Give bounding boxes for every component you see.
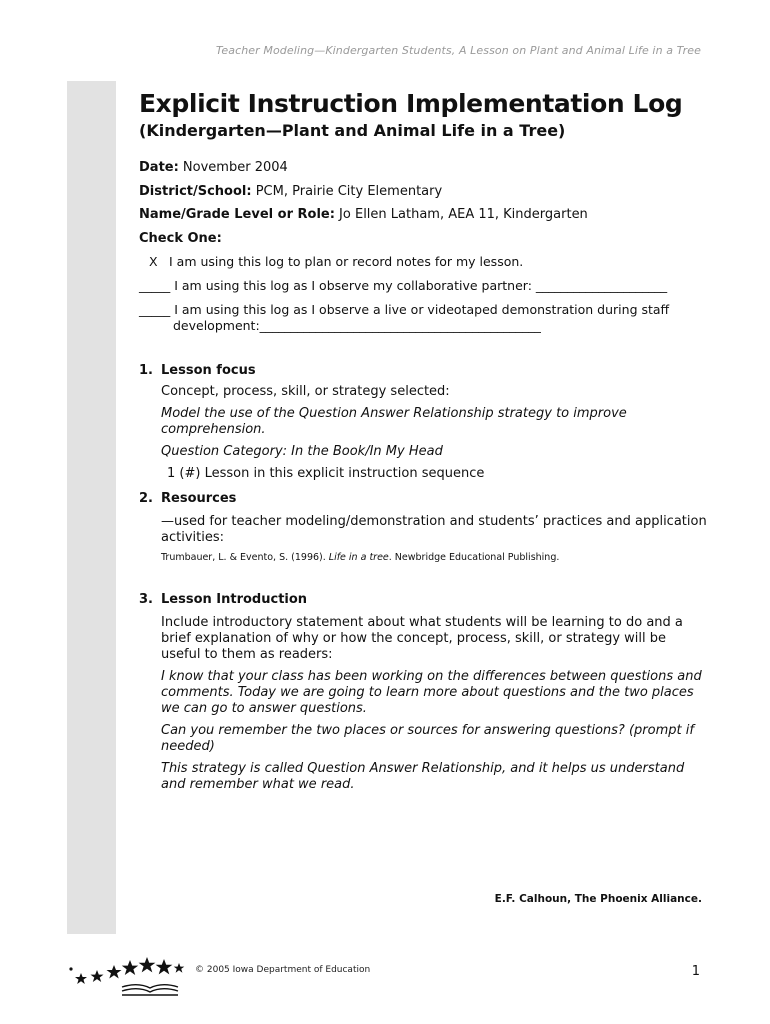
- date-label: Date:: [139, 160, 179, 175]
- intro-paragraph-1: I know that your class has been working on the differences between questions and comments. Today we are going to learn more about questions and the two places we can go to answer questions.: [161, 669, 702, 716]
- reference-publisher: . Newbridge Educational Publishing.: [388, 552, 560, 563]
- section-body: [139, 384, 709, 482]
- section-title: Lesson focus: [161, 363, 256, 378]
- copyright-notice: © 2005 Iowa Department of Education: [195, 965, 371, 975]
- check-option-plan: [139, 254, 709, 270]
- section-number: 3.: [139, 592, 153, 607]
- intro-paragraph-2: Can you remember the two places or sources for answering questions? (prompt if needed): [161, 723, 694, 754]
- section-number: 2.: [139, 491, 153, 506]
- stars-book-logo-icon: [66, 955, 186, 999]
- lesson-count: 1 (#) Lesson in this explicit instruction sequence: [167, 466, 485, 481]
- check-options: [139, 254, 709, 334]
- document-subtitle: (Kindergarten—Plant and Animal Life in a Tree): [139, 121, 566, 140]
- check-option-demonstration-cont: development:_____________________________________________: [173, 318, 541, 333]
- section-heading: [139, 362, 709, 380]
- section-title: Resources: [161, 491, 237, 506]
- check-option-partner: _____ I am using this log as I observe my collaborative partner: _____________________: [139, 278, 668, 293]
- reference-authors: Trumbauer, L. & Evento, S. (1996).: [161, 552, 329, 563]
- date-line: [139, 156, 709, 180]
- section-title: Lesson Introduction: [161, 592, 308, 607]
- check-one-line: [139, 227, 709, 251]
- section-body: [139, 514, 709, 564]
- intro-paragraph-3: This strategy is called Question Answer Relationship, and it helps us understand and remember what we read.: [161, 761, 685, 792]
- side-bar-decoration: [67, 81, 116, 934]
- document-title: Explicit Instruction Implementation Log: [139, 89, 683, 118]
- document-body: [139, 88, 709, 793]
- running-header: Teacher Modeling—Kindergarten Students, A Lesson on Plant and Animal Life in a Tree: [215, 44, 701, 57]
- name-value: Jo Ellen Latham, AEA 11, Kindergarten: [334, 207, 588, 222]
- section-resources: [139, 490, 709, 564]
- date-value: November 2004: [178, 160, 288, 175]
- resource-reference: [161, 552, 709, 564]
- log-metadata: [139, 156, 709, 250]
- section-lesson-focus: [139, 362, 709, 482]
- section-heading: [139, 490, 709, 508]
- check-one-label: Check One:: [139, 230, 222, 246]
- name-line: [139, 203, 709, 227]
- check-mark: X: [149, 254, 158, 269]
- section-prompt: —used for teacher modeling/demonstration and students’ practices and application activities:: [161, 514, 707, 545]
- section-prompt: Include introductory statement about what students will be learning to do and a brief explanation of why or how the concept, process, skill, or strategy will be useful to them as readers:: [161, 615, 683, 662]
- school-label: District/School:: [139, 183, 252, 199]
- section-lesson-introduction: [139, 591, 709, 793]
- page-number: 1: [691, 964, 700, 979]
- check-option-plan-text: I am using this log to plan or record notes for my lesson.: [169, 254, 524, 269]
- name-label: Name/Grade Level or Role:: [139, 207, 335, 222]
- school-value: PCM, Prairie City Elementary: [251, 183, 443, 199]
- section-number: 1.: [139, 363, 153, 378]
- school-line: [139, 180, 709, 204]
- author-credit: E.F. Calhoun, The Phoenix Alliance.: [494, 893, 702, 905]
- section-heading: [139, 591, 709, 609]
- section-body: [139, 615, 709, 793]
- section-prompt: Concept, process, skill, or strategy selected:: [161, 384, 450, 399]
- check-option-demonstration: _____ I am using this log as I observe a live or videotaped demonstration during staff: [139, 302, 670, 317]
- focus-answer: Model the use of the Question Answer Relationship strategy to improve comprehension.: [161, 406, 627, 437]
- reference-title: Life in a tree: [328, 552, 389, 563]
- question-category: Question Category: In the Book/In My Head: [161, 444, 443, 459]
